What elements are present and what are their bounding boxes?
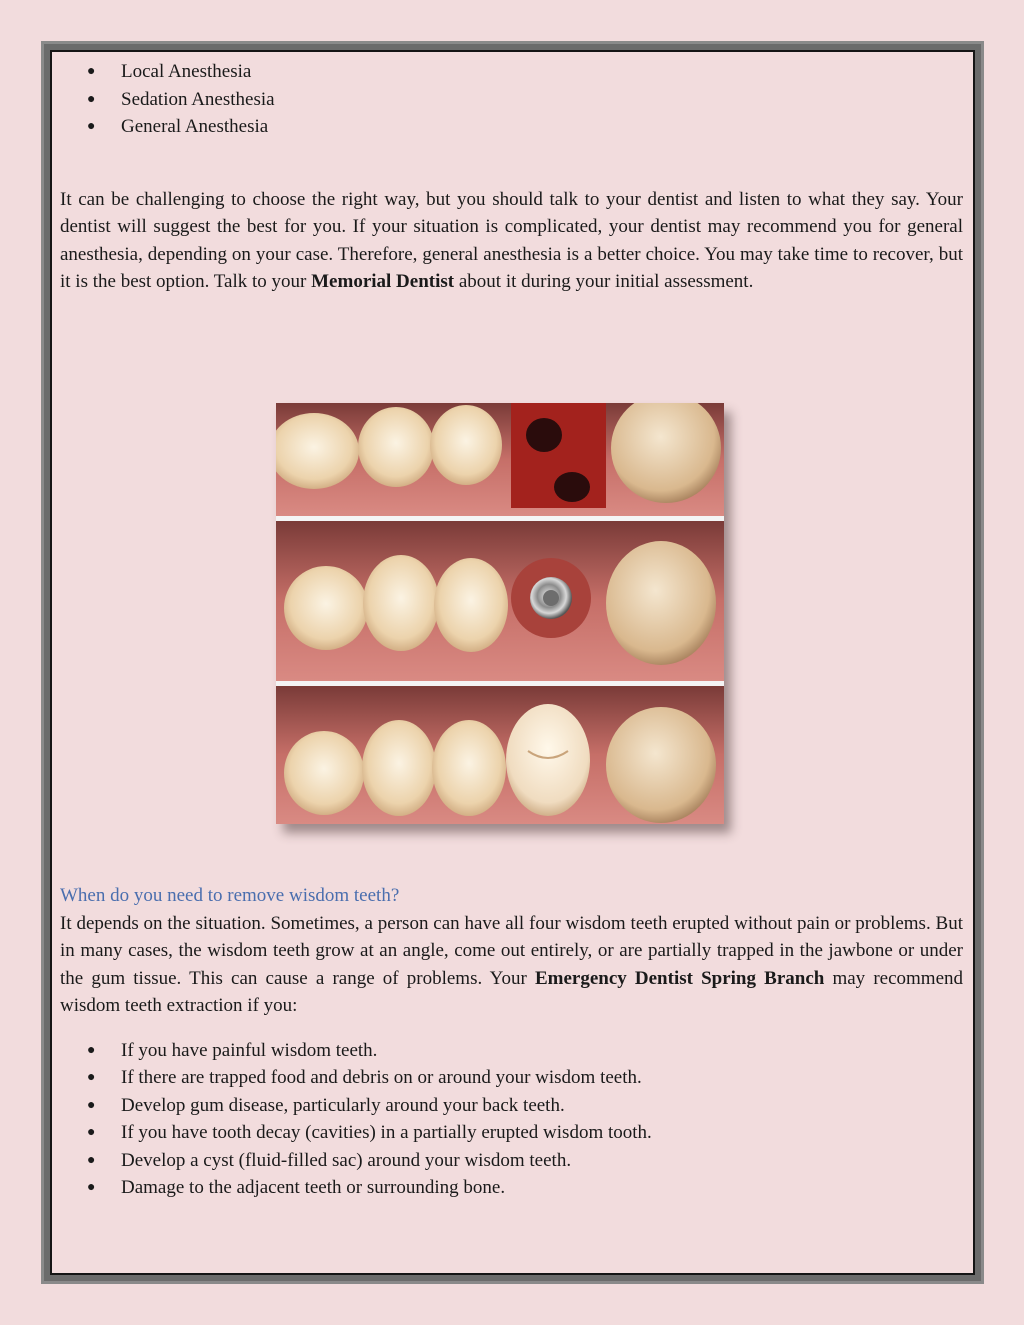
anesthesia-list (60, 58, 963, 141)
wisdom-teeth-section (60, 882, 963, 1202)
list-item: ● If there are trapped food and debris on or around your wisdom teeth. (60, 1064, 963, 1092)
paragraph-text: about it during your initial assessment. (454, 271, 754, 292)
paragraph-text: may recommend wisdom teeth extraction if you: (60, 967, 964, 1016)
list-item: ● Local Anesthesia (60, 58, 963, 86)
wisdom-teeth-paragraph (60, 910, 963, 1020)
list-item: ● Develop a cyst (fluid-filled sac) around your wisdom teeth. (60, 1147, 963, 1175)
memorial-dentist-link-text: Memorial Dentist (311, 271, 455, 292)
anesthesia-paragraph (60, 186, 963, 296)
extraction-reasons-list (60, 1037, 963, 1202)
panel-final-crown (276, 686, 724, 824)
section-heading: When do you need to remove wisdom teeth? (60, 885, 400, 906)
paragraph-text: It can be challenging to choose the right way, but you should talk to your dentist and listen to what they say. Your dentist will suggest the best for you. If your situation is complicated, your dentist may recommend you for general anesthesia, depending on your case. Therefore, general anesthesia is a better choice. You may take time to recover, but it is the best option. Talk to your (60, 188, 963, 292)
list-item: ● Develop gum disease, particularly around your back teeth. (60, 1092, 963, 1120)
list-item: ● Sedation Anesthesia (60, 86, 963, 114)
panel-extraction-sockets (276, 403, 724, 516)
list-item: ● If you have painful wisdom teeth. (60, 1037, 963, 1065)
document-body (60, 58, 963, 296)
list-item: ● If you have tooth decay (cavities) in a partially erupted wisdom tooth. (60, 1119, 963, 1147)
dental-implant-photo (276, 403, 724, 824)
list-item: ● General Anesthesia (60, 113, 963, 141)
implant-sequence-illustration (276, 403, 724, 824)
list-item: ● Damage to the adjacent teeth or surrounding bone. (60, 1174, 963, 1202)
paragraph-text: It depends on the situation. Sometimes, a person can have all four wisdom teeth erupted without pain or problems. But in many cases, the wisdom teeth grow at an angle, come out entirely, or are partially trapped in the jawbone or under the gum tissue. This can cause a range of problems. Your (60, 912, 963, 989)
emergency-dentist-link-text: Emergency Dentist Spring Branch (534, 967, 825, 989)
panel-implant-abutment (276, 521, 724, 681)
